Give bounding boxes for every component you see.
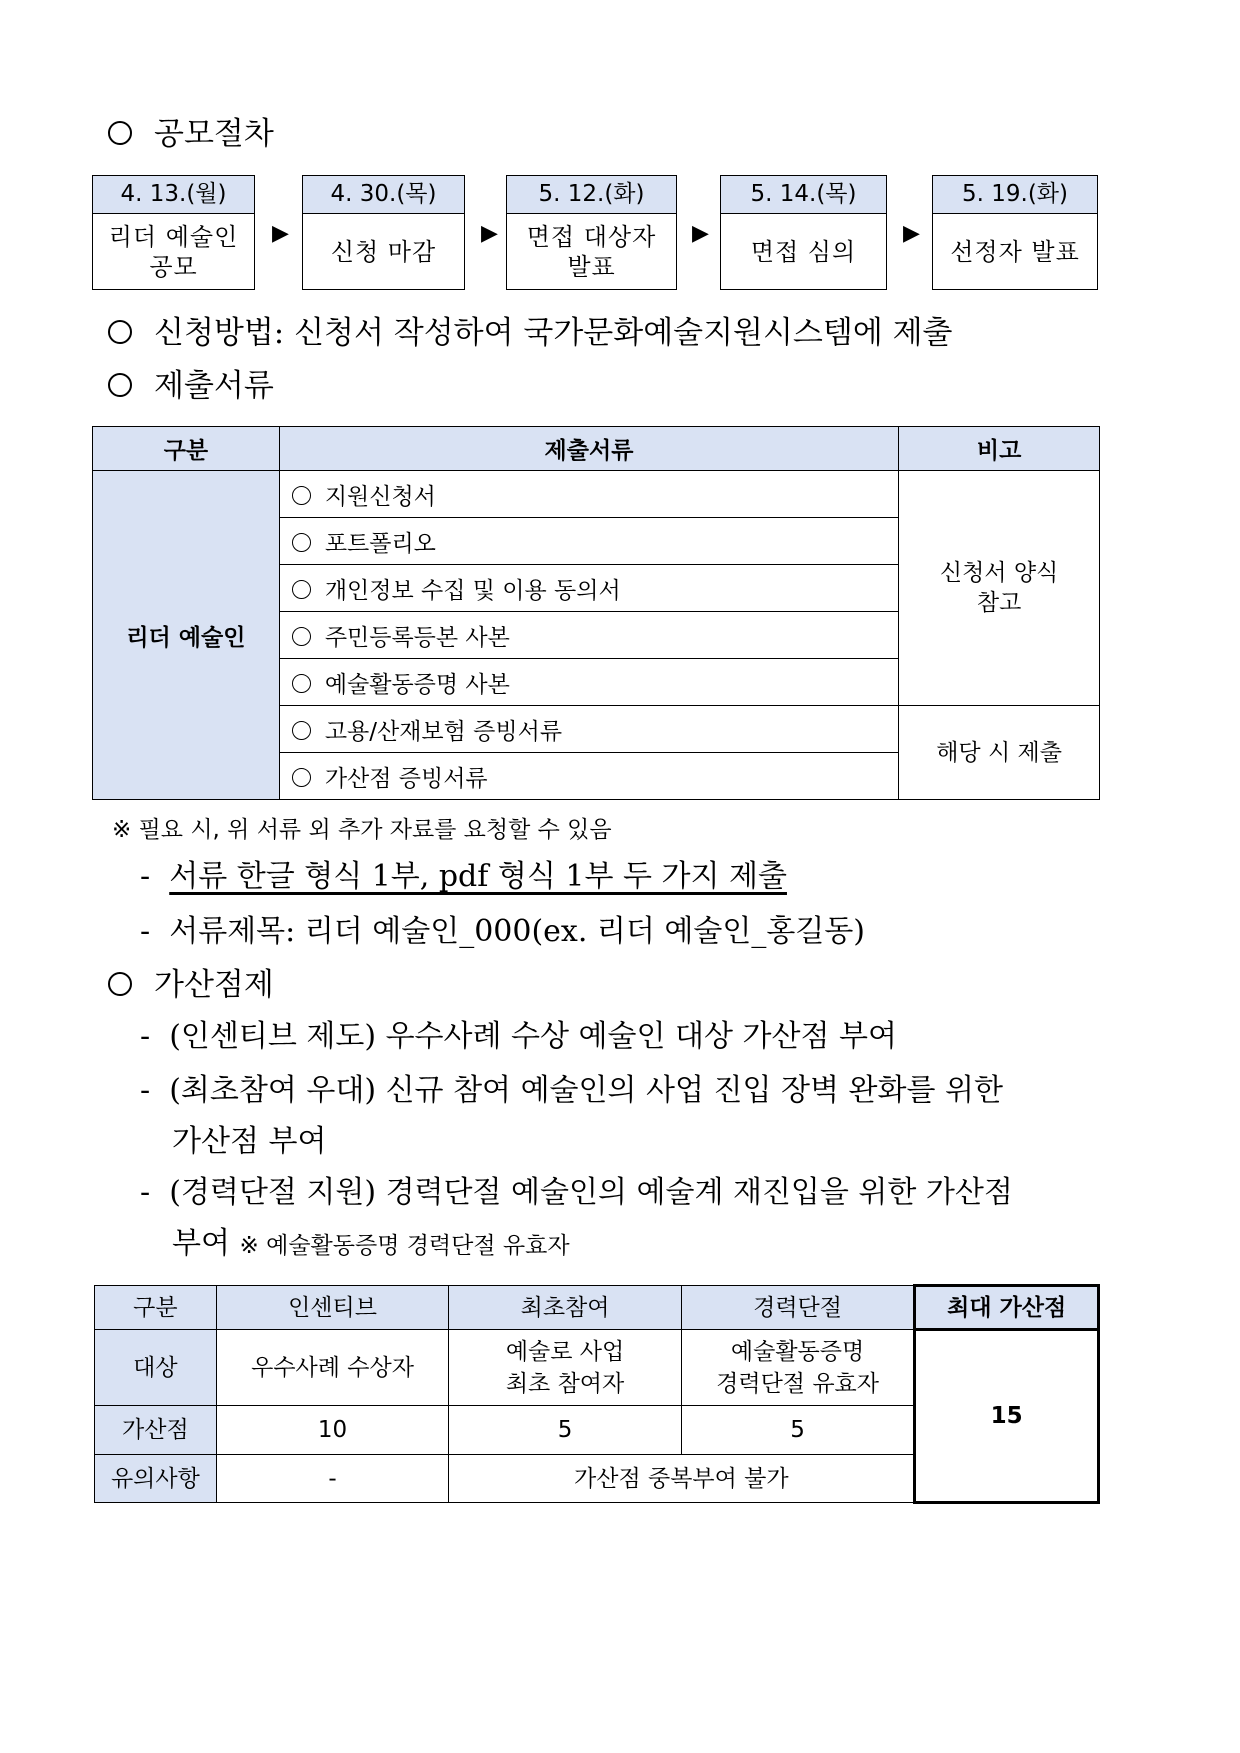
documents-footnote: ※ 필요 시, 위 서류 외 추가 자료를 요청할 수 있음 [112,817,612,843]
bonus-heading-text: 가산점제 [154,967,274,1003]
step-label: 면접 심의 [750,238,857,266]
bonus-table [94,1284,1100,1504]
step-date: 4. 13.(월) [93,176,254,214]
arrow-right-icon: ▶ [272,221,289,246]
circle-bullet-icon [292,533,311,552]
header-career-break: 경력단절 [681,1286,915,1330]
step-date: 5. 12.(화) [507,176,676,214]
bonus-item [140,1071,1003,1111]
bonus-item-text: 부여 [172,1226,230,1261]
points-cell: 5 [681,1406,915,1455]
document-item-text: 예술활동증명 사본 [324,671,510,698]
document-item-text: 주민등록등본 사본 [324,624,510,651]
step-label: 리더 예술인 공모 [108,223,239,281]
target-cell: 예술로 사업 최초 참여자 [449,1330,682,1406]
document-item [279,518,898,565]
points-label: 가산점 [95,1406,217,1455]
header-category: 구분 [93,427,280,471]
bonus-item-text: (인센티브 제도) 우수사례 수상 예술인 대상 가산점 부여 [169,1019,897,1054]
caution-cell: - [216,1455,449,1503]
circle-bullet-icon [292,721,311,740]
target-cell: 예술활동증명 경력단절 유효자 [681,1330,915,1406]
circle-bullet-icon [108,972,132,996]
arrow-right-icon: ▶ [903,221,920,246]
target-cell: 우수사례 수상자 [216,1330,449,1406]
bonus-item-text: (최초참여 우대) 신규 참여 예술인의 사업 진입 장벽 완화를 위한 [169,1073,1003,1108]
document-item [279,471,898,518]
header-documents: 제출서류 [279,427,898,471]
procedure-step-4 [720,175,887,290]
bonus-note: ※ 예술활동증명 경력단절 유효자 [239,1233,570,1259]
document-item-text: 지원신청서 [324,483,436,510]
procedure-step-3 [506,175,677,290]
procedure-step-2 [302,175,465,290]
dash-bullet: - [140,1073,151,1108]
arrow-right-icon: ▶ [481,221,498,246]
circle-bullet-icon [292,627,311,646]
documents-table [92,426,1100,800]
points-cell: 5 [449,1406,682,1455]
table-row [93,471,1100,518]
title-text: 서류제목: 리더 예술인_000(ex. 리더 예술인_홍길동) [169,914,866,949]
caution-cell: 가산점 중복부여 불가 [449,1455,915,1503]
header-category: 구분 [95,1286,217,1330]
method-line [108,313,953,353]
bonus-item [140,1017,897,1057]
bonus-item-text: (경력단절 지원) 경력단절 예술인의 예술계 재진입을 위한 가산점 [169,1175,1013,1210]
bonus-heading [108,965,274,1005]
dash-bullet: - [140,914,151,949]
document-item [279,612,898,659]
header-max-points: 최대 가산점 [915,1286,1099,1330]
bonus-item-continuation: 가산점 부여 [172,1124,327,1159]
points-cell: 10 [216,1406,449,1455]
document-item-text: 가산점 증빙서류 [324,765,488,792]
note-cell: 신청서 양식 참고 [899,471,1100,706]
step-label: 신청 마감 [330,238,437,266]
caution-label: 유의사항 [95,1455,217,1503]
document-item [279,706,898,753]
document-item [279,565,898,612]
step-date: 4. 30.(목) [303,176,464,214]
circle-bullet-icon [108,373,132,397]
step-date: 5. 19.(화) [933,176,1097,214]
circle-bullet-icon [108,320,132,344]
circle-bullet-icon [292,486,311,505]
procedure-heading [108,114,274,154]
note-cell: 해당 시 제출 [899,706,1100,800]
step-label: 선정자 발표 [950,238,1080,266]
arrow-right-icon: ▶ [692,221,709,246]
circle-bullet-icon [292,768,311,787]
bonus-item-continuation [172,1224,570,1266]
bonus-item [140,1173,1013,1213]
document-item-text: 고용/산재보험 증빙서류 [324,718,563,745]
procedure-heading-text: 공모절차 [154,116,274,152]
max-points-value: 15 [915,1330,1099,1503]
procedure-step-5 [932,175,1098,290]
header-incentive: 인센티브 [216,1286,449,1330]
format-text: 서류 한글 형식 1부, pdf 형식 1부 두 가지 제출 [169,859,787,894]
method-text: 신청방법: 신청서 작성하여 국가문화예술지원시스템에 제출 [154,315,953,351]
title-line [140,912,865,952]
document-item [279,659,898,706]
dash-bullet: - [140,1019,151,1054]
procedure-step-1 [92,175,255,290]
documents-heading [108,366,274,406]
target-label: 대상 [95,1330,217,1406]
document-item-text: 포트폴리오 [324,530,436,557]
dash-bullet: - [140,1175,151,1210]
document-item [279,753,898,800]
circle-bullet-icon [292,580,311,599]
header-notes: 비고 [899,427,1100,471]
step-label: 면접 대상자 발표 [526,223,657,281]
document-item-text: 개인정보 수집 및 이용 동의서 [324,577,621,604]
format-line [140,857,787,897]
table-header-row [95,1286,1099,1330]
dash-bullet: - [140,859,151,894]
circle-bullet-icon [292,674,311,693]
header-first-participation: 최초참여 [449,1286,682,1330]
category-cell: 리더 예술인 [93,471,280,800]
circle-bullet-icon [108,121,132,145]
documents-heading-text: 제출서류 [154,368,274,404]
table-row [95,1330,1099,1406]
table-header-row [93,427,1100,471]
step-date: 5. 14.(목) [721,176,886,214]
